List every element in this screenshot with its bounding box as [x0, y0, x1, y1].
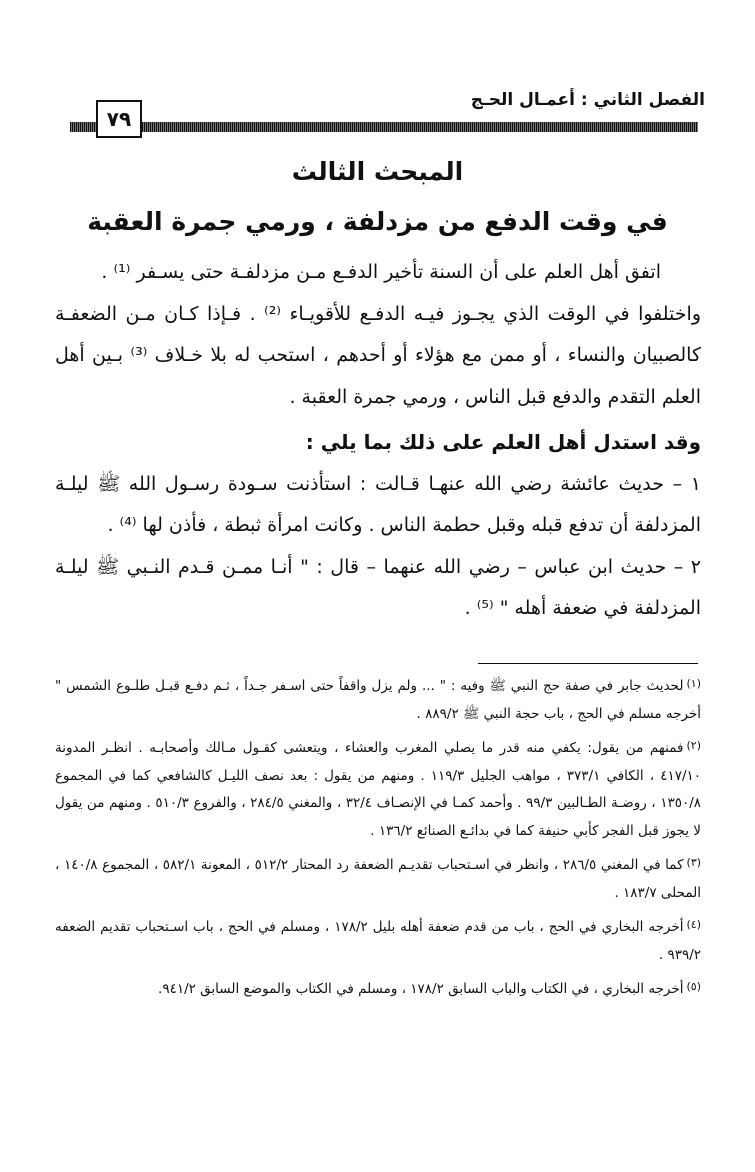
running-header-title: الفصل الثاني : أعمـال الحـج [470, 90, 705, 110]
header-rule-left [70, 122, 96, 132]
footnote-3 [55, 849, 701, 907]
footnote-text: لحديث جابر في صفة حج النبي ﷺ وفيه : " ... ولم يزل واقفاً حتى اسـفر جـداً ، ثـم دفـع قبـل طلـوع الشمس " أخرجه مسلم في الحج ، باب حجة النبي ﷺ ٨٨٩/٢ . [55, 678, 701, 722]
section-title: المبحث الثالث [291, 157, 464, 186]
footnote-marker: (١) [686, 677, 701, 690]
footnote-text: أخرجه البخاري في الحج ، باب من قدم ضعفة أهله بليل ١٧٨/٢ ، ومسلم في الحج ، باب اسـتحباب تقديم الضعفه ٩٣٩/٢ . [55, 919, 701, 963]
footnote-1 [55, 670, 701, 728]
footnote-4 [55, 911, 701, 969]
evidence-intro: وقد استدل أهل العلم على ذلك بما يلي : [305, 430, 701, 454]
page-number: ٧٩ [96, 100, 142, 138]
footnotes [55, 670, 701, 1008]
section-subtitle: في وقت الدفع من مزدلفة ، ورمي جمرة العقبة [87, 207, 668, 236]
footnote-marker: (٢) [686, 739, 701, 752]
evidence-item-1: ١ – حديث عائشة رضي الله عنهـا قـالت : استأذنت سـودة رسـول الله ﷺ ليلـة المزدلفة أن تدفع قبله وقبل حطمة الناس . وكانت امرأة ثبطة ، فأذن لها ⁽⁴⁾ . [55, 472, 701, 536]
footnote-separator [478, 663, 698, 664]
main-text [55, 252, 701, 630]
footnote-marker: (٥) [686, 980, 701, 993]
evidence-item-2: ٢ – حديث ابن عباس – رضي الله عنهما – قال : " أنـا ممـن قـدم النـبي ﷺ ليلـة المزدلفة في ضعفة أهله " ⁽⁵⁾ . [55, 555, 701, 619]
header-rule-right [142, 122, 698, 132]
footnote-2 [55, 732, 701, 845]
footnote-text: أخرجه البخاري ، في الكتاب والباب السابق ١٧٨/٢ ، ومسلم في الكتاب والموضع السابق ٩٤١/٢. [158, 981, 684, 997]
footnote-5 [55, 973, 701, 1004]
footnote-text: كما في المغني ٢٨٦/٥ ، وانظر في اسـتحباب تقديـم الضعفة رد المحتار ٥١٢/٢ ، المعونة ٥٨٢/١ ، المجموع ١٤٠/٨ ، المحلى ١٨٣/٧ . [55, 857, 701, 901]
footnote-marker: (٤) [686, 918, 701, 931]
footnote-marker: (٣) [686, 856, 702, 869]
footnote-text: فمنهم من يقول: يكفي منه قدر ما يصلي المغرب والعشاء ، ويتعشى كقـول مـالك وأصحابـه . انظـر المدونة ٤١٧/١٠ ، الكافي ٣٧٣/١ ، مواهب الجليل ١١٩/٣ . ومنهم من يقول : بعد نصف الليـل كالشافعي كما في المجموع ١٣٥٠/٨ ، روضـة الطـالبين ٩٩/٣ . وأحمد كمـا في الإنصـاف ٣٢/٤ ، والمغني ٢٨٤/٥ ، والفروع ٥١٠/٣ . ومنهم من يقول لا يجوز قبل الفجر كأبي حنيفة كما في بدائـع الصنائع ١٣٦/٢ . [55, 740, 702, 839]
paragraph-1: اتفق أهل العلم على أن السنة تأخير الدفـع مـن مزدلفـة حتى يسـفر ⁽¹⁾ . [101, 261, 661, 283]
paragraph-2: واختلفوا في الوقت الذي يجـوز فيـه الدفـع للأقويـاء ⁽²⁾ . فـإذا كـان مـن الضعفـة كالصبيان والنساء ، أو ممن مع هؤلاء أو أحدهم ، استحب له بلا خـلاف ⁽³⁾ بـين أهل العلم التقدم والدفع قبل الناس ، ورمي جمرة العقبة . [55, 302, 701, 408]
